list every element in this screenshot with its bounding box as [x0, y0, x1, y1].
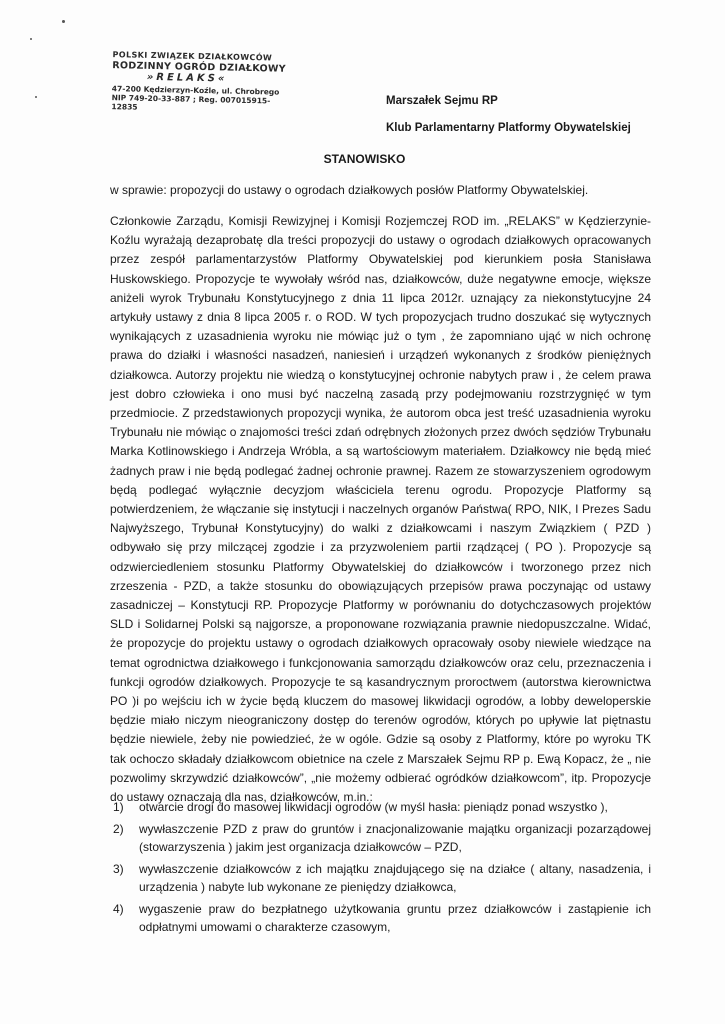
stamp-line: RODZINNY OGRÓD DZIAŁKOWY	[112, 59, 286, 75]
stamp-line: POLSKI ZWIĄZEK DZIAŁKOWCÓW	[112, 50, 273, 63]
scan-speck	[62, 20, 65, 23]
addressee-line: Marszałek Sejmu RP	[386, 95, 498, 107]
addressee-line: Klub Parlamentarny Platformy Obywatelskiej	[386, 122, 631, 134]
document-body: Członkowie Zarządu, Komisji Rewizyjnej i Komisji Rozjemczej ROD im. „RELAKS” w Kędzierzynie-Koźlu wyrażają dezaprobatę dla treści propozycji do ustawy o ogrodach działkowych opracowanych przez zespół parlamentarzystów Platformy Obywatelskiej pod kierunkiem posła Stanisława Huskowskiego. Propozycje te wywołały wśród nas, działkowców, duże negatywne emocje, większe aniżeli wyrok Trybunału Konstytucyjnego z dnia 11 lipca 2012r. uznający za niekonstytucyjne 24 artykuły ustawy z dnia 8 lipca 2005 r. o ROD. W tych propozycjach trudno doszukać się wytycznych wynikających z uzasadnienia wyroku nie mówiąc już o tym , że zapomniano ująć w nich ochronę prawa do działki i własności nasadzeń, naniesień i urządzeń wykonanych z środków pieniężnych działkowca. Autorzy projektu nie wiedzą o konstytucyjnej ochronie nabytych praw i , że celem prawa jest dobro człowieka i ono musi być naczelną zasadą przy podejmowaniu rozstrzygnięć w tym przedmiocie. Z przedstawionych propozycji wynika, że autorom obca jest treść uzasadnienia wyroku Trybunału nie mówiąc o znajomości treści zdań odrębnych złożonych przez dwóch sędziów Trybunału Marka Kotlinowskiego i Andrzeja Wróbla, a są wartościowym materiałem. Działkowcy nie będą mieć żadnych praw i nie będą podlegać żadnej ochronie prawnej. Razem ze stowarzyszeniem ogrodowym będą podlegać wyłącznie decyzjom właściciela terenu ogrodu. Propozycje Platformy są potwierdzeniem, że włączanie się instytucji i naczelnych organów Państwa( RPO, NIK, I Prezes Sadu Najwyższego, Trybunał Konstytucyjny) do walki z działkowcami i naszym Związkiem ( PZD ) odbywało się przy milczącej zgodzie i za przyzwoleniem partii rządzącej ( PO ). Propozycje są odzwierciedleniem stosunku Platformy Obywatelskiej do działkowców i tworzonego przez nich zrzeszenia - PZD, a także stosunku do obowiązujących przepisów prawa poczynając od ustawy zasadniczej – Konstytucji RP. Propozycje Platformy w porównaniu do dotychczasowych projektów SLD i Solidarnej Polski są najgorsze, a proponowane rozwiązania prawnie niedopuszczalne. Widać, że propozycje do projektu ustawy o ogrodach działkowych opracowały osoby niewiele wiedzące na temat ogrodnictwa działkowego i funkcjonowania samorządu działkowców oraz celu, przeznaczenia i funkcji ogrodów działkowych. Propozycje te są kasandrycznym proroctwem (autorstwa kierownictwa PO )i po wejściu ich w życie będą kluczem do masowej likwidacji ogrodów, a lobby deweloperskie będzie miało niczym nieograniczony dostęp do terenów ogrodów, których po upływie lat piętnastu będzie niewiele, żeby nie powiedzieć, że w ogóle. Gdzie są osoby z Platformy, które po wyroku TK tak ochoczo składały działkowcom obietnice na czele z Marszałek Sejmu RP p. Ewą Kopacz, że „ nie pozwolimy skrzywdzić działkowców”, „nie możemy odbierać ogródków działkowcom”, itp. Propozycje do ustawy oznaczają dla nas, działkowców, m.in.:	[110, 214, 651, 805]
list-item	[110, 798, 651, 816]
list-item-number: 2)	[113, 822, 124, 836]
organization-stamp	[111, 50, 292, 115]
consequences-list	[110, 798, 651, 940]
stamp-line: »RELAKS«	[146, 72, 228, 85]
list-item	[110, 860, 651, 896]
stamp-line: NIP 749-20-33-887 ; Reg. 007015915-12835	[111, 92, 271, 112]
list-item-text: wywłaszczenie działkowców z ich majątku znajdującego się na działce ( altany, nasadzenia, i urządzenia ) nabyte lub wykonane ze pieniędzy działkowca,	[139, 862, 651, 894]
scan-speck	[35, 96, 37, 98]
list-item-number: 1)	[113, 800, 124, 814]
list-item-text: wygaszenie praw do bezpłatnego użytkowania gruntu przez działkowców i zastąpienie ich odpłatnymi umowami o charakterze czasowym,	[139, 902, 651, 934]
list-item-text: otwarcie drogi do masowej likwidacji ogrodów (w myśl hasła: pieniądz ponad wszystko ),	[139, 800, 608, 814]
list-item	[110, 820, 651, 856]
document-subject: w sprawie: propozycji do ustawy o ogrodach działkowych posłów Platformy Obywatelskiej.	[110, 183, 589, 197]
stamp-line: 47-200 Kędzierzyn-Koźle, ul. Chrobrego	[111, 83, 280, 97]
list-item	[110, 900, 651, 936]
list-item-number: 4)	[113, 902, 124, 916]
document-title: STANOWISKO	[323, 152, 406, 166]
list-item-number: 3)	[113, 862, 124, 876]
scan-speck	[30, 38, 32, 40]
list-item-text: wywłaszczenie PZD z praw do gruntów i znacjonalizowanie majątku organizacji pozarządowej (stowarzyszenia ) jakim jest organizacja działkowców – PZD,	[139, 822, 651, 854]
